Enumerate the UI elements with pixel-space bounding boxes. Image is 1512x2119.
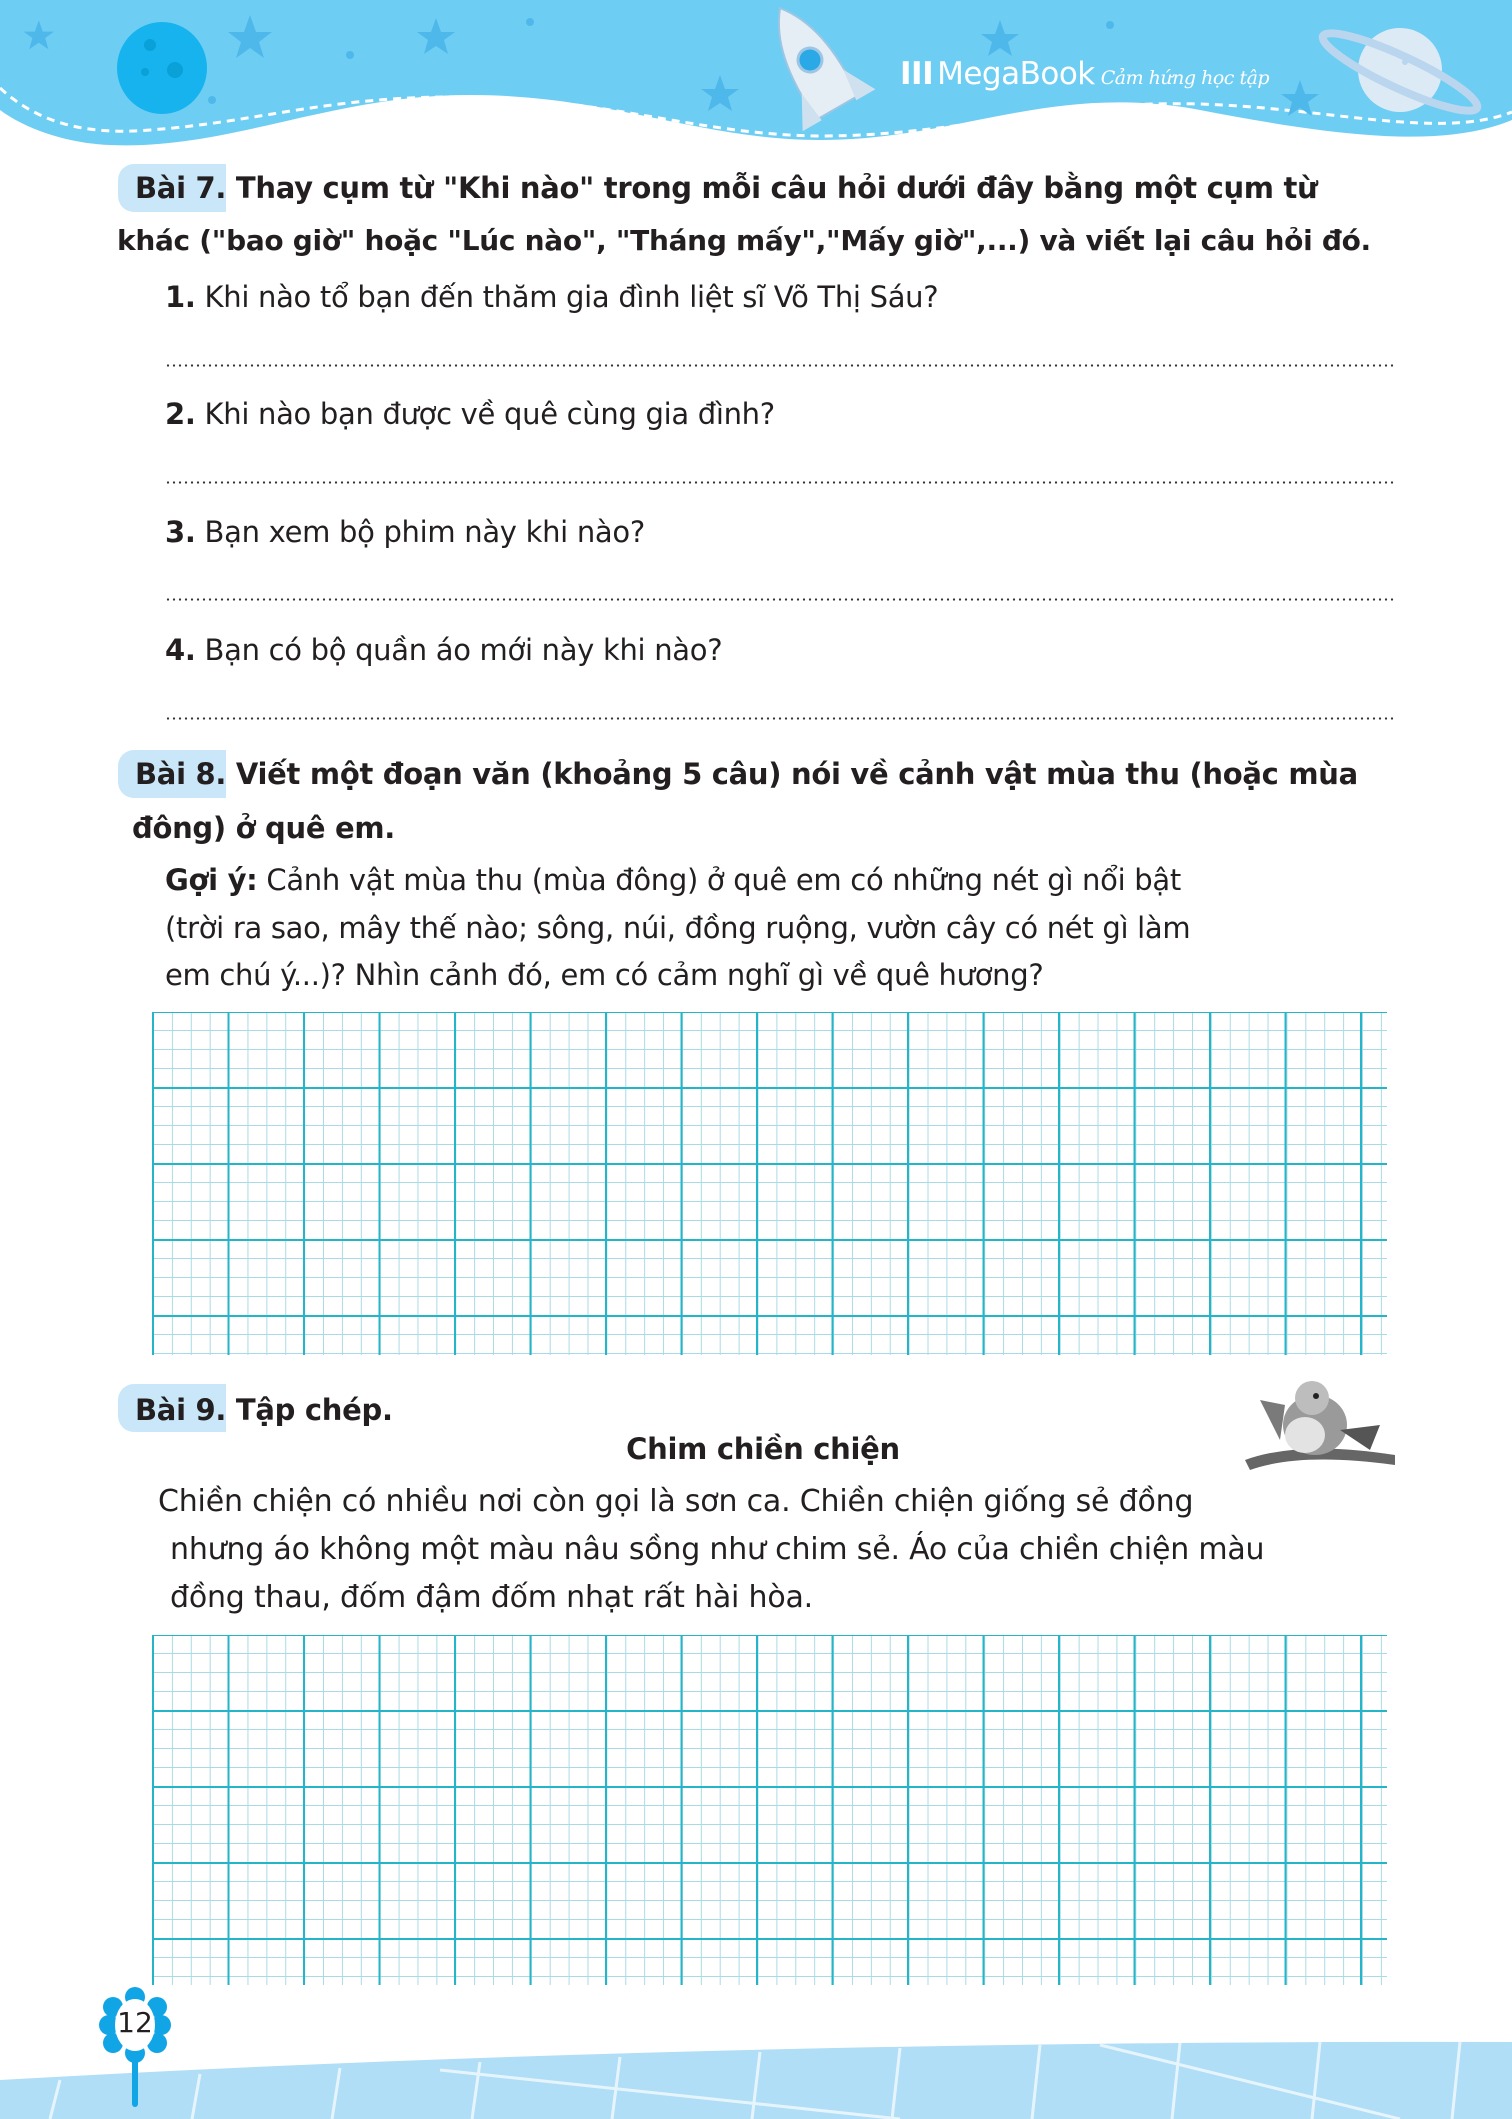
bai7-prompt-line1: Bài 7. Thay cụm từ "Khi nào" trong mỗi câu hỏi dưới đây bằng một cụm từ [135,171,1318,205]
answer-line-4[interactable] [165,717,1395,720]
page-number-flower-icon [95,1985,175,2110]
answer-line-1[interactable] [165,364,1395,367]
passage-title: Chim chiền chiện [626,1432,900,1466]
footer-band [0,2040,1512,2119]
bai8-hint-line3: em chú ý...)? Nhìn cảnh đó, em có cảm nghĩ gì về quê hương? [165,958,1044,992]
page-number: 12 [117,2006,153,2039]
writing-grid-bai9[interactable] [152,1635,1387,1985]
passage-line3: đồng thau, đốm đậm đốm nhạt rất hài hòa. [170,1580,814,1615]
megabook-logo: III MegaBook Cảm hứng học tập [900,56,1270,92]
moon-icon [117,22,207,114]
writing-grid-bai8[interactable] [152,1012,1387,1355]
question-3: 3. Bạn xem bộ phim này khi nào? [165,515,645,549]
passage-line1: Chiền chiện có nhiều nơi còn gọi là sơn ca. Chiền chiện giống sẻ đồng [158,1484,1194,1519]
bird-illustration [1240,1380,1400,1480]
bai8-prompt-line2: đông) ở quê em. [132,811,396,845]
bai7-prompt-line2: khác ("bao giờ" hoặc "Lúc nào", "Tháng mấy","Mấy giờ",...) và viết lại câu hỏi đó. [117,224,1371,257]
question-2: 2. Khi nào bạn được về quê cùng gia đình? [165,397,775,431]
bai8-hint-line2: (trời ra sao, mây thế nào; sông, núi, đồng ruộng, vườn cây có nét gì làm [165,911,1191,945]
passage-line2: nhưng áo không một màu nâu sồng như chim sẻ. Áo của chiền chiện màu [170,1532,1265,1567]
question-1: 1. Khi nào tổ bạn đến thăm gia đình liệt sĩ Võ Thị Sáu? [165,280,939,314]
bai9-prompt: Bài 9. Tập chép. [135,1393,393,1427]
header-banner [0,0,1512,160]
bai8-hint-line1: Gợi ý: Cảnh vật mùa thu (mùa đông) ở quê em có những nét gì nổi bật [165,863,1181,897]
answer-line-3[interactable] [165,598,1395,601]
answer-line-2[interactable] [165,481,1395,484]
question-4: 4. Bạn có bộ quần áo mới này khi nào? [165,633,723,667]
bai8-prompt-line1: Bài 8. Viết một đoạn văn (khoảng 5 câu) nói về cảnh vật mùa thu (hoặc mùa [135,757,1358,791]
